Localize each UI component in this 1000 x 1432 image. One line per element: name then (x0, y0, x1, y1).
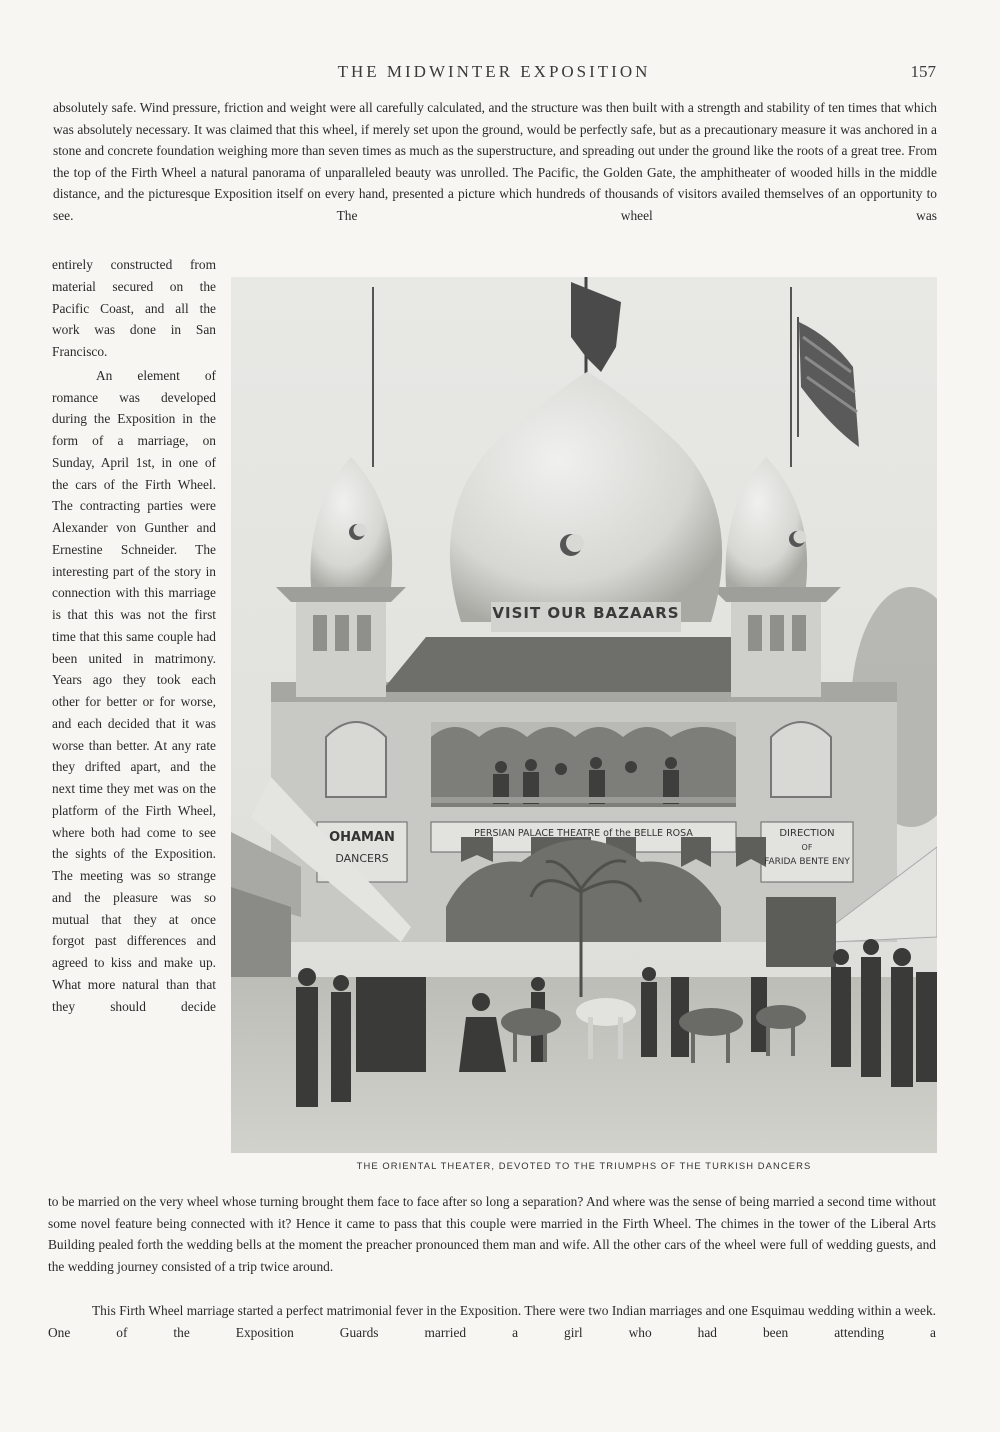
dome-sign: VISIT OUR BAZAARS (492, 604, 680, 622)
header-title: THE MIDWINTER EXPOSITION (337, 62, 651, 81)
article-paragraph-top (53, 97, 937, 227)
article-paragraph-bottom (48, 1191, 936, 1277)
running-head (0, 62, 1000, 86)
right-sign-line-2: OF (801, 843, 813, 852)
right-sign-line-3: FARIDA BENTE ENY (764, 857, 850, 867)
paragraph-text: This Firth Wheel marriage started a perfect matrimonial fever in the Exposition. There were two Indian marriages and one Esquimau wedding within a week. One of the Exposition Guards married a girl who had been attending a (48, 1303, 936, 1340)
right-sign-line-1: DIRECTION (779, 828, 835, 839)
side-paragraph-2: An element of romance was developed during the Exposition in the form of a marriage, on Sunday, April 1st, in one of the cars of the Firth Wheel. The contracting parties were Alexander von Gunther and Ernestine Schneider. The interesting part of the story in connection with this marriage is that this was not the first time that this same couple had been united in matrimony. Years ago they took each other for better or for worse, and each decided that it was worse than better. At any rate they drifted apart, and the next time they met was on the platform of the Firth Wheel, where both had come to see the sights of the Exposition. The meeting was so strange and the pleasure was so mutual that they at once forgot past differences and agreed to kiss and make up. What more natural than that they should decide (52, 367, 216, 1014)
side-paragraph-1: entirely constructed from material secured on the Pacific Coast, and all the work was done in San Francisco. (52, 257, 216, 359)
article-paragraph-last (48, 1300, 936, 1343)
page-number: 157 (910, 62, 936, 81)
center-banner: PERSIAN PALACE THEATRE of the BELLE ROSA (474, 828, 693, 839)
side-column (52, 254, 216, 1017)
left-sign-line-1: OHAMAN (329, 830, 395, 845)
photo-caption: THE ORIENTAL THEATER, DEVOTED TO THE TRIUMPHS OF THE TURKISH DANCERS (356, 1160, 812, 1171)
paragraph-text: to be married on the very wheel whose turning brought them face to face after so long a separation? And where was the sense of being married a second time without some novel feature being connected with it? Hence it came to pass that this couple were married in the Firth Wheel. The chimes in the tower of the Liberal Arts Building pealed forth the wedding bells at the moment the preacher pronounced them man and wife. All the other cars of the wheel were full of wedding guests, and the wedding journey consisted of a trip twice around. (48, 1194, 936, 1274)
paragraph-text: absolutely safe. Wind pressure, friction and weight were all carefully calculated, and the structure was then built with a strength and stability of ten times that which was absolutely necessary. It was claimed that this wheel, if merely set upon the ground, would be perfectly safe, but as a precautionary measure it was anchored in a stone and concrete foundation weighing more than seven times as much as the superstructure, and spreading out under the ground like the roots of a great tree. From the top of the Firth Wheel a natural panorama of unparalleled beauty was unrolled. The Pacific, the Golden Gate, the amphitheater of wooded hills in the middle distance, and the picturesque Exposition itself on every hand, presented a picture which hundreds of thousands of visitors availed themselves of an opportunity to see. The wheel was (53, 100, 937, 223)
left-sign-line-2: DANCERS (335, 852, 389, 865)
oriental-theater-photo (231, 277, 937, 1153)
